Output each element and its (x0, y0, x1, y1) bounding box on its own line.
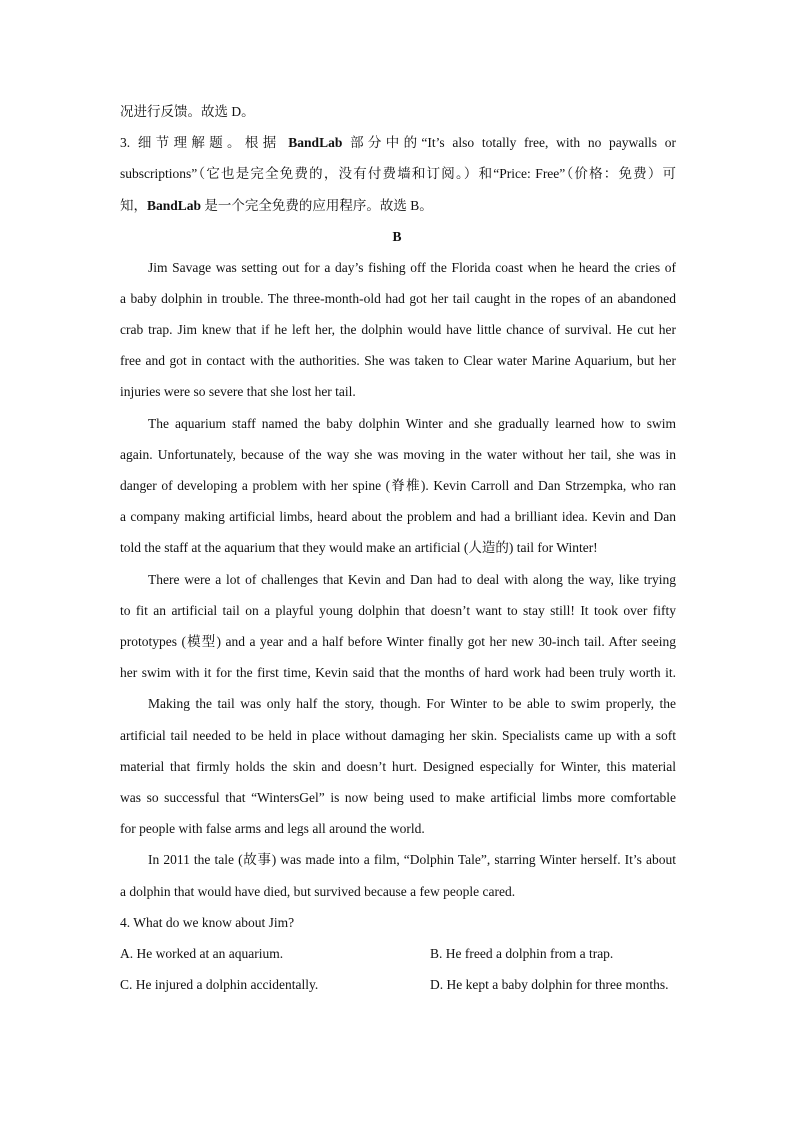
explanation-line-3: subscriptions”（它也是完全免费的，没有付费墙和订阅。）和“Price: Free”（价格：免费）可 (120, 166, 676, 181)
passage-line: Making the tail was only half the story, though. For Winter to be able to swim properly, the (148, 696, 676, 711)
explanation-line-4-prefix: 知， (120, 198, 147, 213)
explanation-q3-rest: 部分中的“It’s also totally free, with no paywalls or (350, 135, 677, 150)
explanation-q3-bold: BandLab (288, 135, 343, 150)
passage-line: a baby dolphin in trouble. The three-month-old had got her tail caught in the ropes of an abandoned (120, 291, 676, 306)
explanation-q3-prefix: 3. 细节理解题。根据 (120, 135, 281, 150)
explanation-line-4-rest: 是一个完全免费的应用程序。故选 B。 (204, 198, 433, 213)
passage-line: crab trap. Jim knew that if he left her, the dolphin would have little chance of survival. He cut her (120, 322, 676, 337)
passage-line: prototypes (模型) and a year and a half before Winter finally got her new 30-inch tail. After seeing (120, 634, 676, 649)
option-c: C. He injured a dolphin accidentally. (120, 977, 319, 992)
passage-line: The aquarium staff named the baby dolphin Winter and she gradually learned how to swim (148, 416, 676, 431)
passage-line: free and got in contact with the authorities. She was taken to Clear water Marine Aquarium, but her (120, 353, 676, 368)
question-stem: 4. What do we know about Jim? (120, 915, 295, 930)
passage-line: to fit an artificial tail on a playful young dolphin that doesn’t want to stay still! It took over fifty (120, 603, 676, 618)
explanation-line-4 (120, 196, 676, 216)
passage-line: Jim Savage was setting out for a day’s fishing off the Florida coast when he heard the cries of (148, 260, 676, 275)
passage-line: a company making artificial limbs, heard about the problem and had a brilliant idea. Kevin and Dan (120, 509, 676, 524)
explanation-line-1: 况进行反馈。故选 D。 (120, 104, 255, 119)
option-d: D. He kept a baby dolphin for three months. (430, 977, 669, 992)
section-title: B (392, 229, 402, 244)
passage-line: material that firmly holds the skin and doesn’t hurt. Designed especially for Winter, this material (120, 759, 676, 774)
explanation-q3 (120, 133, 676, 153)
passage-line: danger of developing a problem with her spine (脊椎). Kevin Carroll and Dan Strzempka, who ran (120, 478, 676, 493)
passage-line: her swim with it for the first time, Kevin said that the months of hard work had been truly worth it. (120, 665, 676, 680)
passage-line: for people with false arms and legs all around the world. (120, 821, 425, 836)
passage-line: was so successful that “WintersGel” is now being used to make artificial limbs more comfortable (120, 790, 676, 805)
passage-line: artificial tail needed to be held in place without damaging her skin. Specialists came up with a soft (120, 728, 676, 743)
passage-line: again. Unfortunately, because of the way she was moving in the water without her tail, she was in (120, 447, 676, 462)
passage-line: told the staff at the aquarium that they would make an artificial (人造的) tail for Winter! (120, 540, 598, 555)
explanation-line-4-bold: BandLab (147, 198, 202, 213)
passage-line: a dolphin that would have died, but survived because a few people cared. (120, 884, 516, 899)
passage-line: In 2011 the tale (故事) was made into a film, “Dolphin Tale”, starring Winter herself. It’s about (148, 852, 676, 867)
option-a: A. He worked at an aquarium. (120, 946, 284, 961)
passage-line: There were a lot of challenges that Kevin and Dan had to deal with along the way, like trying (148, 572, 676, 587)
passage-line: injuries were so severe that she lost her tail. (120, 384, 356, 399)
option-b: B. He freed a dolphin from a trap. (430, 946, 614, 961)
